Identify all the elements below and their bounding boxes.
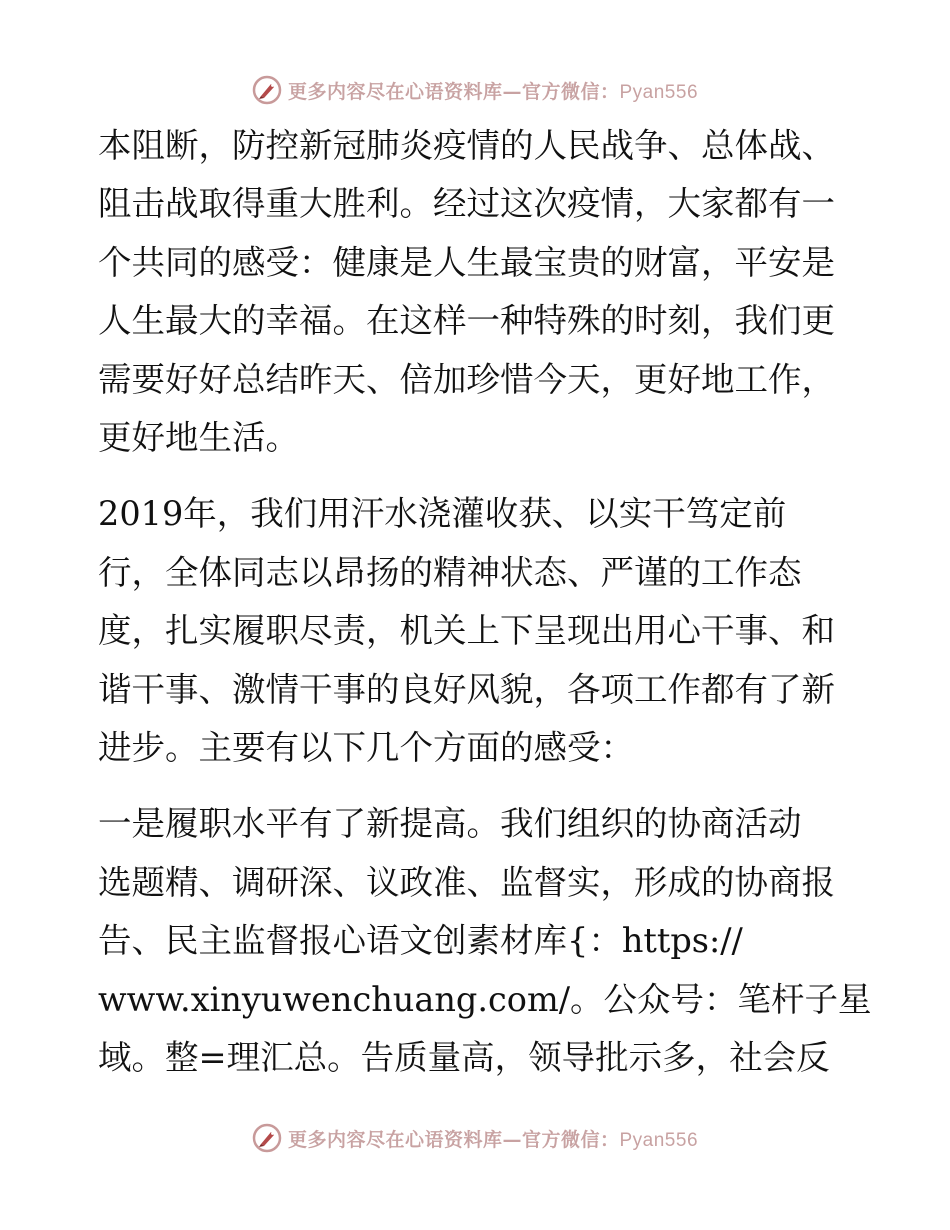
paragraph	[98, 485, 858, 777]
banner-text: 更多内容尽在心语资料库—官方微信：Pyan556	[287, 1128, 699, 1151]
text-line: 进步。主要有以下几个方面的感受：	[98, 728, 634, 768]
document-body	[98, 117, 872, 1088]
text-line: 谐干事、激情干事的良好风貌，各项工作都有了新	[98, 669, 835, 709]
header-watermark-banner	[0, 70, 950, 110]
text-line: 需要好好总结昨天、倍加珍惜今天，更好地工作，	[98, 359, 835, 399]
text-line: 阻击战取得重大胜利。经过这次疫情，大家都有一	[98, 184, 835, 224]
text-line: www.xinyuwenchuang.com/。公众号：笔杆子星	[98, 979, 872, 1019]
text-line: 本阻断，防控新冠肺炎疫情的人民战争、总体战、	[98, 126, 835, 165]
text-line: 度，扎实履职尽责，机关上下呈现出用心干事、和	[98, 611, 835, 651]
wechat-id: Pyan556	[619, 1129, 699, 1151]
text-line: 行，全体同志以昂扬的精神状态、严谨的工作态	[98, 552, 802, 592]
text-line: 域。整=理汇总。告质量高，领导批示多，社会反	[98, 1038, 830, 1078]
footer-watermark-banner	[0, 1118, 950, 1158]
text-line: 人生最大的幸福。在这样一种特殊的时刻，我们更	[98, 301, 835, 341]
wechat-id: Pyan556	[619, 81, 699, 103]
text-line: 告、民主监督报心语文创素材库{：https://	[98, 921, 743, 961]
text-line: 选题精、调研深、议政准、监督实，形成的协商报	[98, 862, 835, 902]
pen-nib-icon	[252, 75, 282, 105]
banner-text: 更多内容尽在心语资料库—官方微信：Pyan556	[287, 80, 699, 103]
paragraph	[98, 795, 872, 1087]
paragraph	[98, 117, 858, 467]
text-line: 2019年，我们用汗水浇灌收获、以实干笃定前	[98, 494, 787, 534]
text-line: 一是履职水平有了新提高。我们组织的协商活动	[98, 804, 802, 844]
pen-nib-icon	[252, 1123, 282, 1153]
text-line: 更好地生活。	[98, 418, 299, 458]
text-line: 个共同的感受：健康是人生最宝贵的财富，平安是	[98, 242, 835, 282]
